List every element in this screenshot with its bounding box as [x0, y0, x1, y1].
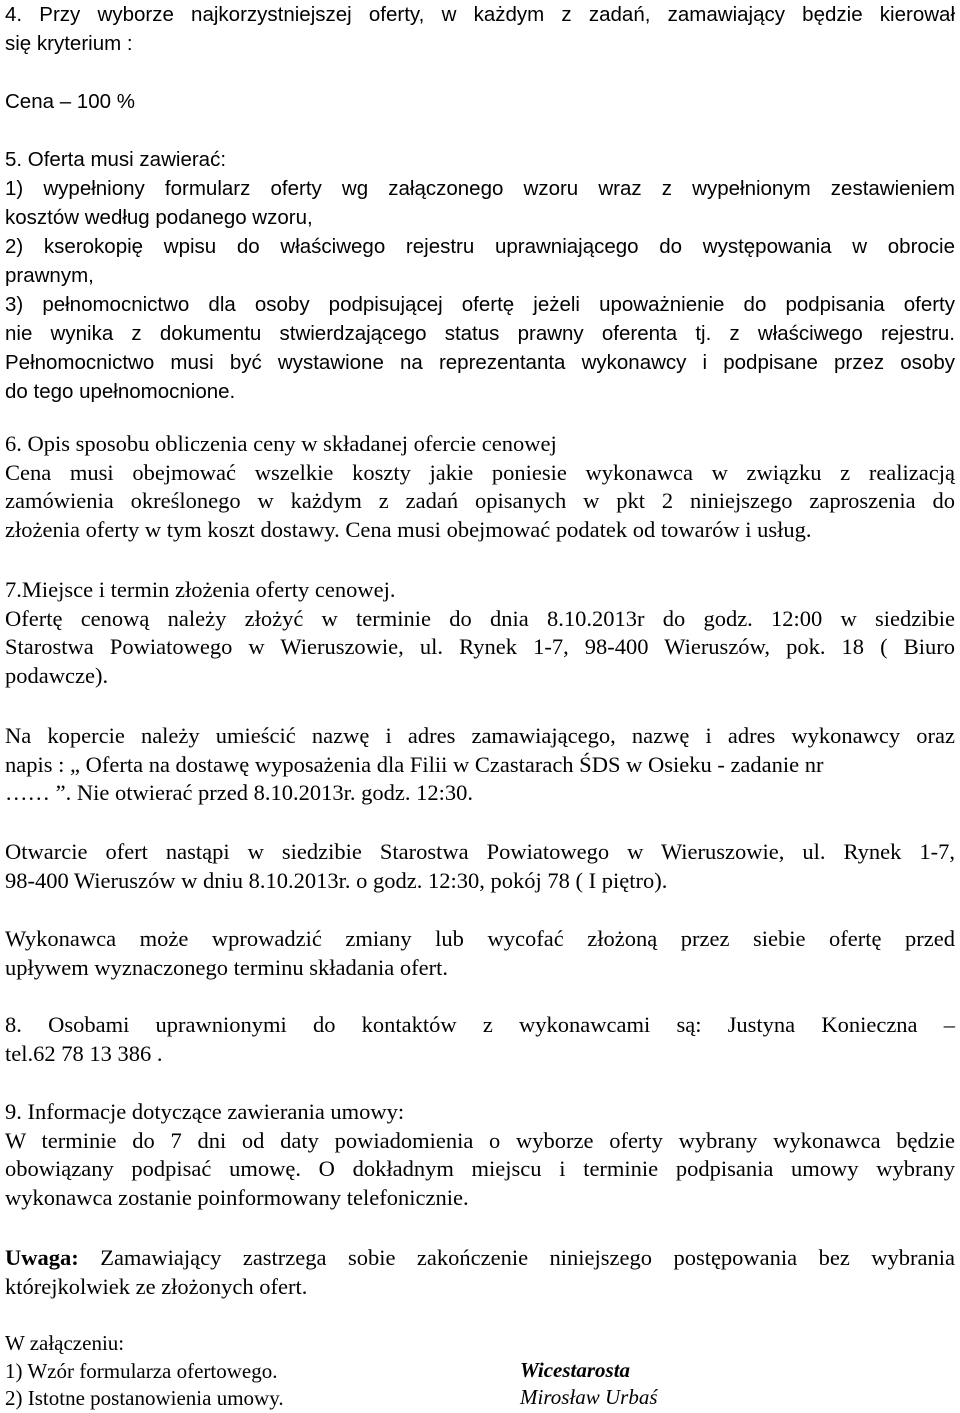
section-7-line: podawcze).	[5, 662, 109, 688]
section-9-title: 9. Informacje dotyczące zawierania umowy:	[5, 1099, 405, 1124]
section-9-line: W terminie do 7 dni od daty powiadomienia o wyborze oferty wybrany wykonawca będzie	[5, 1127, 955, 1153]
attachments-title: W załączeniu:	[5, 1331, 125, 1355]
attachment-item: 2) Istotne postanowienia umowy.	[5, 1386, 284, 1410]
section-4	[5, 0, 955, 58]
section-6-line: złożenia oferty w tym koszt dostawy. Cena musi obejmować podatek od towarów i usług.	[5, 516, 812, 542]
section-9-line: wykonawca zostanie poinformowany telefonicznie.	[5, 1184, 469, 1210]
section-5-line: do tego upełnomocnione.	[5, 380, 236, 403]
section-6-line: zamówienia określonego w każdym z zadań opisanych w pkt 2 niniejszego zaproszenia do	[5, 488, 955, 513]
section-9	[5, 1098, 955, 1212]
section-4-line-2: się kryterium :	[5, 32, 133, 55]
section-4-line-1: 4. Przy wyborze najkorzystniejszej oferty, w każdym z zadań, zamawiający będzie kierował	[5, 3, 955, 26]
section-9-line: obowiązany podpisać umowę. O dokładnym miejscu i terminie podpisania umowy wybrany	[5, 1156, 955, 1181]
signature-name: Mirosław Urbaś	[520, 1385, 658, 1409]
note-label: Uwaga:	[5, 1245, 79, 1270]
section-5-line: 3) pełnomocnictwo dla osoby podpisującej ofertę jeżeli upoważnienie do podpisania oferty	[5, 293, 955, 316]
changes-line: upływem wyznaczonego terminu składania ofert.	[5, 954, 448, 980]
section-7-line: Starostwa Powiatowego w Wieruszowie, ul. Rynek 1-7, 98-400 Wieruszów, pok. 18 ( Biuro	[5, 634, 955, 659]
section-5-line: 2) kserokopię wpisu do właściwego rejestru uprawniającego do występowania w obrocie	[5, 235, 955, 258]
attachment-item: 1) Wzór formularza ofertowego.	[5, 1358, 278, 1383]
signature-role: Wicestarosta	[520, 1358, 631, 1382]
opening-line: 98-400 Wieruszów w dniu 8.10.2013r. o godz. 12:30, pokój 78 ( I piętro).	[5, 867, 668, 893]
envelope-line: napis : „ Oferta na dostawę wyposażenia dla Filii w Czastarach ŚDS w Osieku - zadanie nr	[5, 751, 824, 777]
section-8	[5, 1011, 955, 1068]
section-6-title: 6. Opis sposobu obliczenia ceny w składanej ofercie cenowej	[5, 431, 557, 456]
section-7-title: 7.Miejsce i termin złożenia oferty cenowej.	[5, 577, 396, 602]
changes-line: Wykonawca może wprowadzić zmiany lub wycofać złożoną przez siebie ofertę przed	[5, 926, 955, 951]
attachments	[5, 1330, 505, 1413]
note	[5, 1244, 955, 1301]
section-7-line: Ofertę cenową należy złożyć w terminie do dnia 8.10.2013r do godz. 12:00 w siedzibie	[5, 605, 955, 631]
envelope-instructions	[5, 722, 955, 808]
envelope-line: …… ”. Nie otwierać przed 8.10.2013r. godz. 12:30.	[5, 780, 474, 805]
section-5-line: nie wynika z dokumentu stwierdzającego status prawny oferenta tj. z właściwego rejestru.	[5, 322, 955, 345]
note-line-2: którejkolwiek ze złożonych ofert.	[5, 1273, 308, 1299]
section-8-line: 8. Osobami uprawnionymi do kontaktów z wykonawcami są: Justyna Konieczna –	[5, 1012, 955, 1037]
section-8-line: tel.62 78 13 386 .	[5, 1040, 163, 1066]
changes-info	[5, 925, 955, 982]
opening-line: Otwarcie ofert nastąpi w siedzibie Starostwa Powiatowego w Wieruszowie, ul. Rynek 1-7,	[5, 839, 955, 864]
price-criterion: Cena – 100 %	[5, 90, 135, 113]
section-6-line: Cena musi obejmować wszelkie koszty jakie poniesie wykonawca w związku z realizacją	[5, 459, 955, 485]
section-5	[5, 145, 955, 406]
envelope-line: Na kopercie należy umieścić nazwę i adres zamawiającego, nazwę i adres wykonawcy oraz	[5, 723, 955, 748]
section-5-title: 5. Oferta musi zawierać:	[5, 148, 227, 171]
note-line-1: Uwaga: Zamawiający zastrzega sobie zakończenie niniejszego postępowania bez wybrania	[5, 1245, 955, 1270]
section-5-line: Pełnomocnictwo musi być wystawione na reprezentanta wykonawcy i podpisane przez osoby	[5, 351, 955, 374]
section-5-line: kosztów według podanego wzoru,	[5, 206, 313, 229]
section-7	[5, 576, 955, 690]
section-5-line: prawnym,	[5, 264, 94, 287]
section-5-line: 1) wypełniony formularz oferty wg załączonego wzoru wraz z wypełnionym zestawieniem	[5, 177, 955, 200]
opening-info	[5, 838, 955, 895]
section-6	[5, 430, 955, 544]
